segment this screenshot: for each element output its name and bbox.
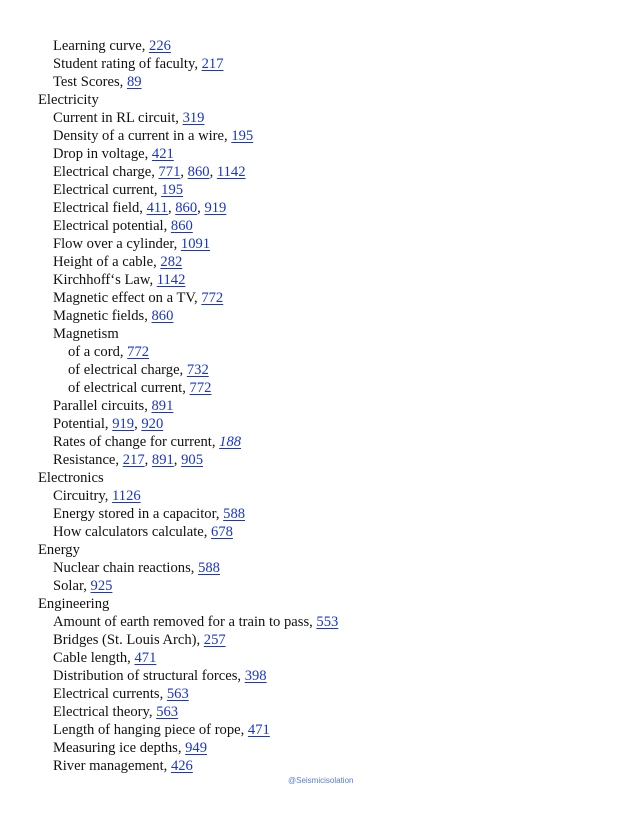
index-term: Solar: [53, 578, 84, 594]
index-heading: [38, 595, 618, 613]
index-term: Learning curve: [53, 38, 142, 54]
index-term: Length of hanging piece of rope: [53, 722, 241, 738]
index-term: River management: [53, 758, 164, 774]
index-term: Electrical charge: [53, 164, 152, 180]
index-subentry: How calculators calculate, 678: [53, 524, 233, 540]
page-link[interactable]: 421: [151, 146, 174, 162]
index-term: How calculators calculate: [53, 524, 204, 540]
index-term: Test Scores: [53, 74, 120, 90]
index-term: of electrical charge: [68, 362, 180, 378]
index-term: Resistance: [53, 452, 116, 468]
index-subentry: Electrical potential, 860: [53, 218, 193, 234]
index-term: Flow over a cylinder: [53, 236, 174, 252]
index-subentry: Energy stored in a capacitor, 588: [53, 506, 246, 522]
index-subentry: River management, 426: [53, 758, 193, 774]
index-term: Amount of earth removed for a train to pass: [53, 614, 310, 630]
index-subentry: Electrical field, 411, 860, 919: [53, 200, 227, 216]
index-subentry: Length of hanging piece of rope, 471: [53, 722, 270, 738]
page-link[interactable]: 925: [90, 578, 113, 594]
page-link[interactable]: 426: [170, 758, 193, 774]
index-term: Electronics: [38, 470, 104, 486]
page-link[interactable]: 1126: [112, 488, 141, 504]
page-link[interactable]: 471: [247, 722, 270, 738]
page-link[interactable]: 411: [146, 200, 168, 216]
index-term: Distribution of structural forces: [53, 668, 238, 684]
page-link[interactable]: 732: [186, 362, 209, 378]
index-subentry: Distribution of structural forces, 398: [53, 668, 267, 684]
index-subentry: Student rating of faculty, 217: [53, 56, 224, 72]
index-subentry: Parallel circuits, 891: [53, 398, 174, 414]
index-subentry: Bridges (St. Louis Arch), 257: [53, 632, 226, 648]
index-heading: [38, 541, 618, 559]
page-link[interactable]: 195: [231, 128, 254, 144]
index-term: Magnetic fields: [53, 308, 145, 324]
page-link[interactable]: 563: [166, 686, 189, 702]
index-subentry: Resistance, 217, 891, 905: [53, 452, 203, 468]
index-term: Kirchhoff‘s Law: [53, 272, 150, 288]
index-subentry: Flow over a cylinder, 1091: [53, 236, 211, 252]
page-link[interactable]: 772: [189, 380, 212, 396]
page-link[interactable]: 188: [219, 434, 242, 450]
index-term: Magnetism: [53, 326, 119, 342]
index-subentry: Drop in voltage, 421: [53, 146, 174, 162]
page-link[interactable]: 282: [160, 254, 183, 270]
index-term: of electrical current: [68, 380, 183, 396]
page-link[interactable]: 319: [182, 110, 205, 126]
index-term: Potential: [53, 416, 105, 432]
index-subsubentry: of electrical current, 772: [68, 380, 212, 396]
index-term: Drop in voltage: [53, 146, 145, 162]
page-link[interactable]: 905: [181, 452, 203, 468]
page-link[interactable]: 471: [134, 650, 157, 666]
index-term: Nuclear chain reactions: [53, 560, 191, 576]
index-term: Energy stored in a capacitor: [53, 506, 216, 522]
index-term: Parallel circuits: [53, 398, 145, 414]
watermark-text: @Seismicisolation: [288, 776, 354, 785]
index-term: Electrical potential: [53, 218, 164, 234]
index-subentry: Nuclear chain reactions, 588: [53, 560, 220, 576]
index-term: Electrical current: [53, 182, 154, 198]
page-link[interactable]: 1142: [216, 164, 246, 180]
page-link[interactable]: 398: [244, 668, 267, 684]
index-subentry: Current in RL circuit, 319: [53, 110, 205, 126]
index-subentry: Test Scores, 89: [53, 74, 142, 90]
index-subentry: [38, 325, 618, 343]
index-subentry: Measuring ice depths, 949: [53, 740, 208, 756]
page-link[interactable]: 919: [204, 200, 227, 216]
index-subentry: Magnetic effect on a TV, 772: [53, 290, 224, 306]
page-link[interactable]: 891: [151, 452, 174, 468]
index-subentry: Electrical currents, 563: [53, 686, 189, 702]
page-link[interactable]: 772: [201, 290, 224, 306]
index-term: Energy: [38, 542, 80, 558]
index-term: Circuitry: [53, 488, 105, 504]
index-subsubentry: of electrical charge, 732: [68, 362, 209, 378]
index-subentry: Electrical current, 195: [53, 182, 184, 198]
index-term: Density of a current in a wire: [53, 128, 225, 144]
page-link[interactable]: 772: [127, 344, 150, 360]
index-term: Electricity: [38, 92, 99, 108]
index-subentry: Cable length, 471: [53, 650, 157, 666]
page-link[interactable]: 217: [122, 452, 145, 468]
index-term: of a cord: [68, 344, 120, 360]
index-term: Electrical currents: [53, 686, 160, 702]
index-subentry: Potential, 919, 920: [53, 416, 164, 432]
page-link[interactable]: 217: [201, 56, 224, 72]
page-link[interactable]: 588: [223, 506, 246, 522]
page-link[interactable]: 678: [211, 524, 233, 540]
index-subentry: Kirchhoff‘s Law, 1142: [53, 272, 186, 288]
page-link[interactable]: 1091: [180, 236, 211, 252]
page-link[interactable]: 860: [175, 200, 198, 216]
page-link[interactable]: 920: [141, 416, 164, 432]
index-term: Electrical theory: [53, 704, 149, 720]
index-subentry: Circuitry, 1126: [53, 488, 141, 504]
page-link[interactable]: 860: [187, 164, 210, 180]
index-heading: [38, 91, 618, 109]
index-subentry: Amount of earth removed for a train to pass, 553: [53, 614, 339, 630]
index-subentry: Density of a current in a wire, 195: [53, 128, 254, 144]
index-subentry: Electrical theory, 563: [53, 704, 179, 720]
index-term: Cable length: [53, 650, 128, 666]
page-link[interactable]: 553: [316, 614, 339, 630]
page-link[interactable]: 860: [170, 218, 193, 234]
index-subentry: Solar, 925: [53, 578, 113, 594]
index-subsubentry: of a cord, 772: [68, 344, 150, 360]
index-subentry: Rates of change for current, 188: [53, 434, 242, 450]
page-link[interactable]: 89: [126, 74, 142, 90]
index-subentry: Height of a cable, 282: [53, 254, 183, 270]
page-link[interactable]: 195: [161, 182, 184, 198]
page-link[interactable]: 919: [112, 416, 135, 432]
index-term: Rates of change for current: [53, 434, 212, 450]
page-link[interactable]: 588: [198, 560, 220, 576]
index-term: Magnetic effect on a TV: [53, 290, 195, 306]
index-term: Student rating of faculty: [53, 56, 195, 72]
index-subentry: Learning curve, 226: [53, 38, 171, 54]
index-subentry: Magnetic fields, 860: [53, 308, 174, 324]
index-term: Bridges (St. Louis Arch): [53, 632, 197, 648]
page-link[interactable]: 860: [151, 308, 174, 324]
index-term: Engineering: [38, 596, 110, 612]
index-term: Current in RL circuit: [53, 110, 176, 126]
index-subentry: Electrical charge, 771, 860, 1142: [53, 164, 246, 180]
page-link[interactable]: 771: [158, 164, 181, 180]
page-link[interactable]: 257: [203, 632, 226, 648]
page-link[interactable]: 563: [156, 704, 179, 720]
index-term: Height of a cable: [53, 254, 154, 270]
index-term: Electrical field: [53, 200, 140, 216]
page-link[interactable]: 949: [185, 740, 208, 756]
index-list: [38, 37, 618, 775]
index-term: Measuring ice depths: [53, 740, 178, 756]
page-link[interactable]: 1142: [156, 272, 186, 288]
page-link[interactable]: 891: [151, 398, 174, 414]
index-heading: [38, 469, 618, 487]
page-link[interactable]: 226: [149, 38, 171, 54]
